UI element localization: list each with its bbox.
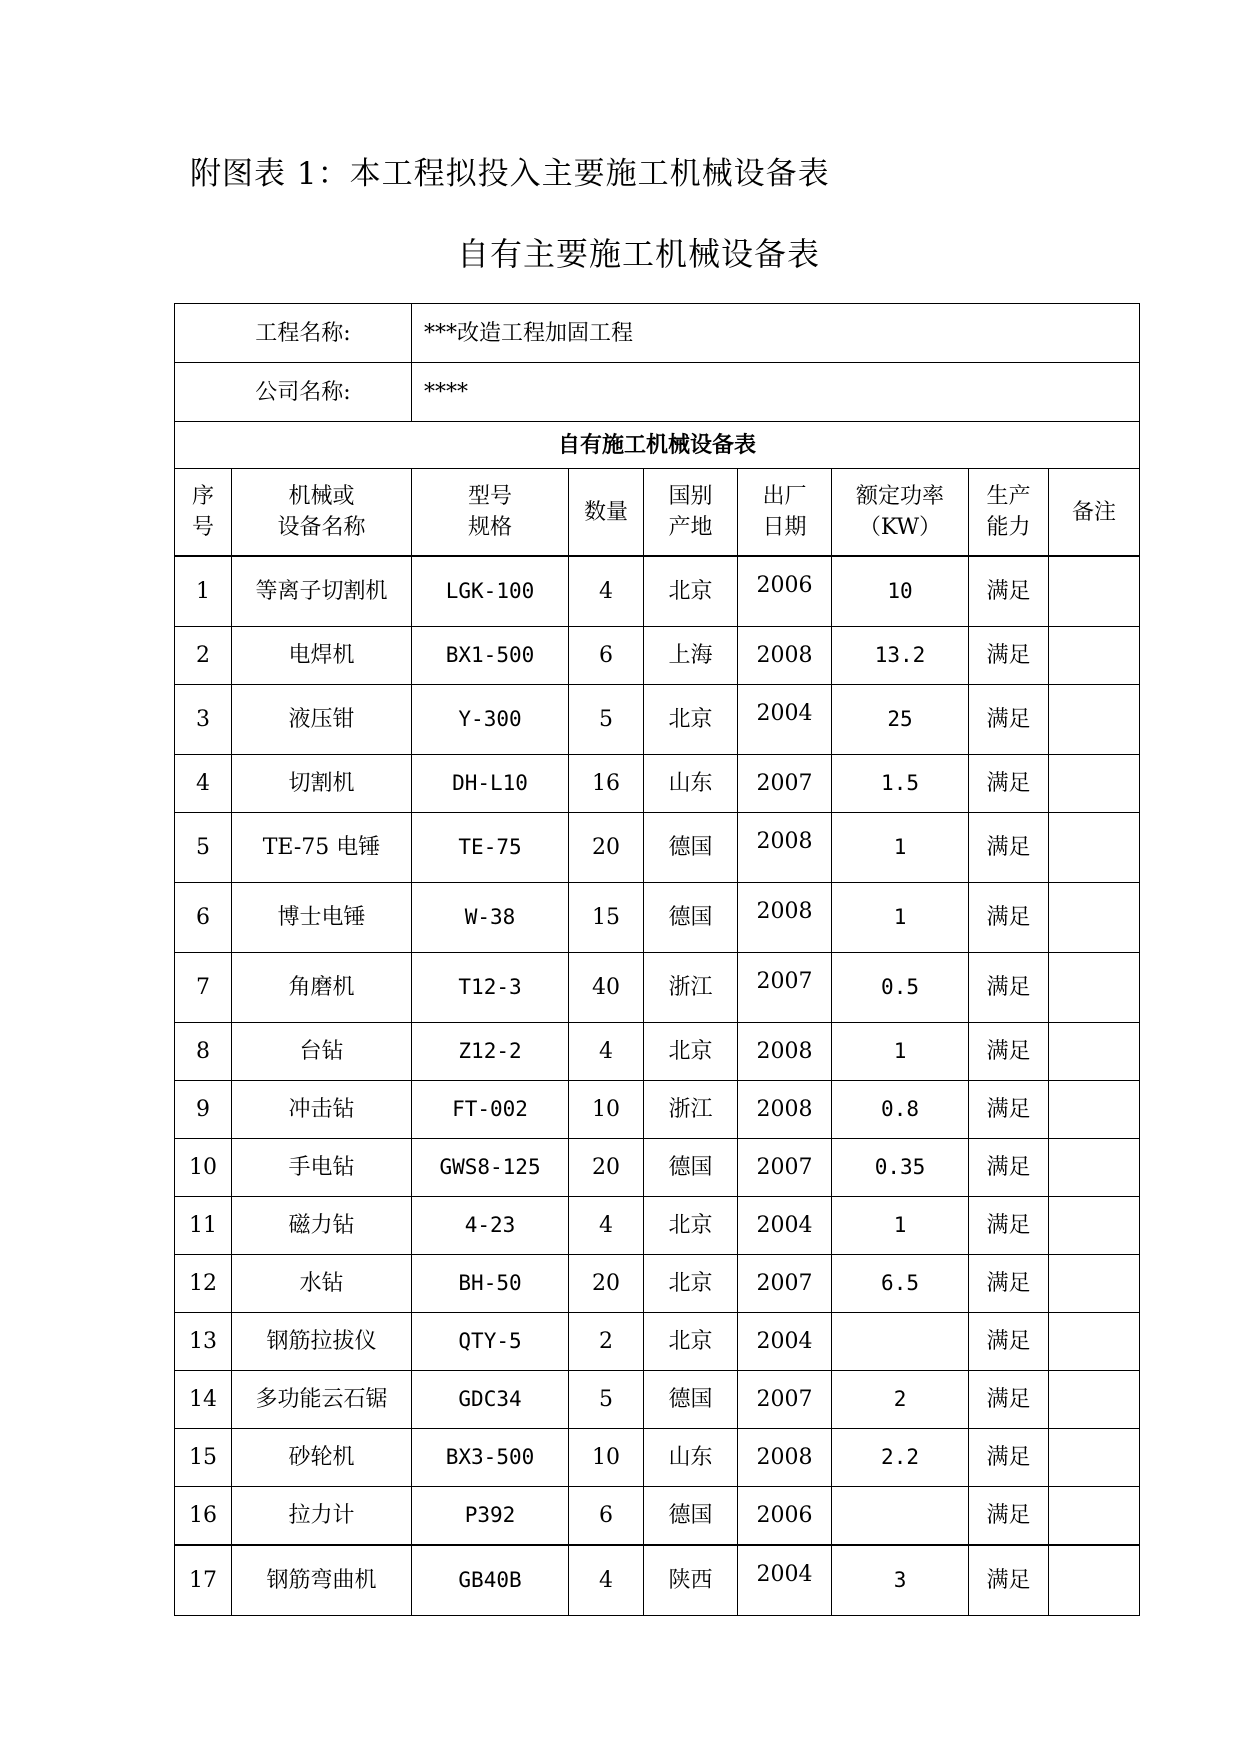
cell-year: 2007 xyxy=(738,1255,832,1313)
cell-model: W-38 xyxy=(412,883,569,953)
cell-qty: 10 xyxy=(569,1429,644,1487)
table-row xyxy=(175,627,1140,685)
cell-model: TE-75 xyxy=(412,813,569,883)
cell-note xyxy=(1049,755,1140,813)
cell-model: LGK-100 xyxy=(412,556,569,627)
column-header-text: 规格 xyxy=(468,515,513,540)
cell-year: 2008 xyxy=(738,627,832,685)
cell-model: GB40B xyxy=(412,1545,569,1616)
table-row xyxy=(175,556,1140,627)
cell-year: 2008 xyxy=(738,1023,832,1081)
cell-power: 0.5 xyxy=(832,953,969,1023)
cell-no: 11 xyxy=(175,1197,232,1255)
column-header-text: 出厂 xyxy=(762,484,807,509)
column-header-power xyxy=(832,469,969,557)
table-row xyxy=(175,1023,1140,1081)
cell-name: 博士电锤 xyxy=(232,883,412,953)
cell-note xyxy=(1049,883,1140,953)
cell-no: 2 xyxy=(175,627,232,685)
cell-power: 13.2 xyxy=(832,627,969,685)
column-header-text: 机械或 xyxy=(288,484,355,509)
cell-note xyxy=(1049,1313,1140,1371)
column-header-text: （KW） xyxy=(858,515,942,540)
cell-origin: 德国 xyxy=(644,883,738,953)
cell-no: 17 xyxy=(175,1545,232,1616)
cell-model: Z12-2 xyxy=(412,1023,569,1081)
cell-year: 2006 xyxy=(738,556,832,627)
cell-power: 1.5 xyxy=(832,755,969,813)
cell-model: Y-300 xyxy=(412,685,569,755)
cell-origin: 北京 xyxy=(644,1023,738,1081)
cell-power: 0.35 xyxy=(832,1139,969,1197)
cell-origin: 山东 xyxy=(644,755,738,813)
cell-no: 10 xyxy=(175,1139,232,1197)
document-heading: 附图表 1：本工程拟投入主要施工机械设备表 xyxy=(190,156,830,192)
cell-origin: 山东 xyxy=(644,1429,738,1487)
cell-capacity: 满足 xyxy=(969,1139,1049,1197)
cell-power: 3 xyxy=(832,1545,969,1616)
table-row xyxy=(175,1197,1140,1255)
cell-origin: 北京 xyxy=(644,685,738,755)
column-header-text: 额定功率 xyxy=(856,484,945,509)
column-header-qty xyxy=(569,469,644,557)
cell-note xyxy=(1049,1371,1140,1429)
cell-no: 13 xyxy=(175,1313,232,1371)
column-header-note xyxy=(1049,469,1140,557)
cell-qty: 16 xyxy=(569,755,644,813)
cell-no: 8 xyxy=(175,1023,232,1081)
cell-name: 液压钳 xyxy=(232,685,412,755)
cell-model: FT-002 xyxy=(412,1081,569,1139)
cell-capacity: 满足 xyxy=(969,1429,1049,1487)
cell-capacity: 满足 xyxy=(969,685,1049,755)
cell-name: 水钻 xyxy=(232,1255,412,1313)
table-row xyxy=(175,1255,1140,1313)
cell-power xyxy=(832,1313,969,1371)
column-header-text: 生产 xyxy=(986,484,1031,509)
cell-note xyxy=(1049,1139,1140,1197)
cell-origin: 德国 xyxy=(644,1371,738,1429)
cell-qty: 5 xyxy=(569,685,644,755)
cell-origin: 浙江 xyxy=(644,1081,738,1139)
cell-note xyxy=(1049,556,1140,627)
cell-capacity: 满足 xyxy=(969,1487,1049,1546)
cell-model: T12-3 xyxy=(412,953,569,1023)
cell-qty: 6 xyxy=(569,627,644,685)
cell-no: 16 xyxy=(175,1487,232,1546)
cell-origin: 北京 xyxy=(644,1255,738,1313)
cell-qty: 4 xyxy=(569,556,644,627)
cell-note xyxy=(1049,813,1140,883)
cell-year: 2008 xyxy=(738,1429,832,1487)
column-header-no xyxy=(175,469,232,557)
table-row xyxy=(175,883,1140,953)
cell-note xyxy=(1049,627,1140,685)
cell-note xyxy=(1049,953,1140,1023)
section-title: 自有施工机械设备表 xyxy=(175,422,1140,469)
column-header-row xyxy=(175,469,1140,557)
cell-no: 6 xyxy=(175,883,232,953)
project-row xyxy=(175,304,1140,363)
cell-name: 钢筋弯曲机 xyxy=(232,1545,412,1616)
cell-model: BX3-500 xyxy=(412,1429,569,1487)
table-row xyxy=(175,953,1140,1023)
column-header-text: 日期 xyxy=(762,515,807,540)
cell-model: DH-L10 xyxy=(412,755,569,813)
cell-capacity: 满足 xyxy=(969,1371,1049,1429)
cell-origin: 德国 xyxy=(644,813,738,883)
cell-qty: 5 xyxy=(569,1371,644,1429)
column-header-capacity xyxy=(969,469,1049,557)
cell-year: 2007 xyxy=(738,1139,832,1197)
cell-name: 电焊机 xyxy=(232,627,412,685)
cell-name: 手电钻 xyxy=(232,1139,412,1197)
cell-power: 1 xyxy=(832,883,969,953)
cell-model: BH-50 xyxy=(412,1255,569,1313)
cell-qty: 2 xyxy=(569,1313,644,1371)
cell-name: 冲击钻 xyxy=(232,1081,412,1139)
cell-model: GWS8-125 xyxy=(412,1139,569,1197)
column-header-text: 号 xyxy=(191,515,214,540)
cell-no: 15 xyxy=(175,1429,232,1487)
cell-capacity: 满足 xyxy=(969,813,1049,883)
cell-name: 角磨机 xyxy=(232,953,412,1023)
cell-name: 砂轮机 xyxy=(232,1429,412,1487)
cell-capacity: 满足 xyxy=(969,1545,1049,1616)
table-row xyxy=(175,1313,1140,1371)
cell-model: P392 xyxy=(412,1487,569,1546)
cell-name: 切割机 xyxy=(232,755,412,813)
cell-power: 25 xyxy=(832,685,969,755)
cell-year: 2004 xyxy=(738,1313,832,1371)
company-label: 公司名称: xyxy=(175,363,412,422)
cell-year: 2008 xyxy=(738,1081,832,1139)
cell-origin: 德国 xyxy=(644,1139,738,1197)
cell-power: 1 xyxy=(832,813,969,883)
cell-qty: 20 xyxy=(569,1255,644,1313)
column-header-text: 数量 xyxy=(584,499,629,525)
table-row xyxy=(175,685,1140,755)
cell-note xyxy=(1049,1429,1140,1487)
cell-no: 1 xyxy=(175,556,232,627)
table-row xyxy=(175,1139,1140,1197)
table-row xyxy=(175,1081,1140,1139)
cell-qty: 40 xyxy=(569,953,644,1023)
cell-origin: 陕西 xyxy=(644,1545,738,1616)
cell-year: 2004 xyxy=(738,1197,832,1255)
cell-name: 等离子切割机 xyxy=(232,556,412,627)
cell-power: 10 xyxy=(832,556,969,627)
column-header-text: 国别 xyxy=(668,484,713,509)
cell-no: 5 xyxy=(175,813,232,883)
cell-power: 2 xyxy=(832,1371,969,1429)
cell-qty: 4 xyxy=(569,1023,644,1081)
column-header-text: 型号 xyxy=(468,484,513,509)
cell-name: TE-75 电锤 xyxy=(232,813,412,883)
cell-year: 2007 xyxy=(738,755,832,813)
column-header-text: 序 xyxy=(191,484,214,509)
cell-capacity: 满足 xyxy=(969,953,1049,1023)
cell-year: 2008 xyxy=(738,883,832,953)
cell-no: 7 xyxy=(175,953,232,1023)
cell-year: 2006 xyxy=(738,1487,832,1546)
cell-model: 4-23 xyxy=(412,1197,569,1255)
cell-note xyxy=(1049,1081,1140,1139)
cell-origin: 德国 xyxy=(644,1487,738,1546)
cell-capacity: 满足 xyxy=(969,755,1049,813)
cell-name: 钢筋拉拔仪 xyxy=(232,1313,412,1371)
cell-no: 12 xyxy=(175,1255,232,1313)
cell-capacity: 满足 xyxy=(969,1197,1049,1255)
cell-qty: 20 xyxy=(569,813,644,883)
cell-year: 2007 xyxy=(738,953,832,1023)
table-row xyxy=(175,813,1140,883)
table-row xyxy=(175,1487,1140,1546)
cell-year: 2008 xyxy=(738,813,832,883)
cell-capacity: 满足 xyxy=(969,627,1049,685)
column-header-model xyxy=(412,469,569,557)
cell-model: BX1-500 xyxy=(412,627,569,685)
company-value: **** xyxy=(412,363,1140,422)
cell-capacity: 满足 xyxy=(969,1081,1049,1139)
cell-origin: 北京 xyxy=(644,556,738,627)
cell-model: QTY-5 xyxy=(412,1313,569,1371)
table-row xyxy=(175,755,1140,813)
cell-power: 0.8 xyxy=(832,1081,969,1139)
cell-name: 台钻 xyxy=(232,1023,412,1081)
cell-year: 2007 xyxy=(738,1371,832,1429)
cell-no: 9 xyxy=(175,1081,232,1139)
table-title: 自有主要施工机械设备表 xyxy=(456,235,820,273)
cell-name: 多功能云石锯 xyxy=(232,1371,412,1429)
cell-year: 2004 xyxy=(738,685,832,755)
cell-origin: 北京 xyxy=(644,1197,738,1255)
cell-origin: 上海 xyxy=(644,627,738,685)
cell-power: 6.5 xyxy=(832,1255,969,1313)
cell-origin: 浙江 xyxy=(644,953,738,1023)
column-header-year xyxy=(738,469,832,557)
cell-power: 2.2 xyxy=(832,1429,969,1487)
cell-power: 1 xyxy=(832,1197,969,1255)
cell-note xyxy=(1049,1255,1140,1313)
cell-capacity: 满足 xyxy=(969,1023,1049,1081)
cell-capacity: 满足 xyxy=(969,883,1049,953)
cell-no: 14 xyxy=(175,1371,232,1429)
equipment-table xyxy=(174,303,1140,1616)
table-row xyxy=(175,1545,1140,1616)
cell-power: 1 xyxy=(832,1023,969,1081)
table-row xyxy=(175,1429,1140,1487)
column-header-text: 设备名称 xyxy=(277,515,366,540)
cell-note xyxy=(1049,1023,1140,1081)
column-header-text: 能力 xyxy=(986,515,1031,540)
cell-origin: 北京 xyxy=(644,1313,738,1371)
cell-year: 2004 xyxy=(738,1545,832,1616)
cell-capacity: 满足 xyxy=(969,1313,1049,1371)
project-value: ***改造工程加固工程 xyxy=(412,304,1140,363)
cell-qty: 15 xyxy=(569,883,644,953)
section-title-row xyxy=(175,422,1140,469)
cell-note xyxy=(1049,1197,1140,1255)
table-row xyxy=(175,1371,1140,1429)
column-header-origin xyxy=(644,469,738,557)
cell-capacity: 满足 xyxy=(969,556,1049,627)
cell-qty: 4 xyxy=(569,1197,644,1255)
cell-qty: 6 xyxy=(569,1487,644,1546)
cell-qty: 4 xyxy=(569,1545,644,1616)
cell-qty: 10 xyxy=(569,1081,644,1139)
cell-power xyxy=(832,1487,969,1546)
cell-name: 拉力计 xyxy=(232,1487,412,1546)
cell-name: 磁力钻 xyxy=(232,1197,412,1255)
column-header-name xyxy=(232,469,412,557)
cell-note xyxy=(1049,685,1140,755)
cell-no: 3 xyxy=(175,685,232,755)
cell-model: GDC34 xyxy=(412,1371,569,1429)
column-header-text: 备注 xyxy=(1072,499,1117,525)
cell-no: 4 xyxy=(175,755,232,813)
project-label: 工程名称: xyxy=(175,304,412,363)
cell-note xyxy=(1049,1545,1140,1616)
cell-capacity: 满足 xyxy=(969,1255,1049,1313)
cell-note xyxy=(1049,1487,1140,1546)
cell-qty: 20 xyxy=(569,1139,644,1197)
company-row xyxy=(175,363,1140,422)
column-header-text: 产地 xyxy=(668,515,713,540)
